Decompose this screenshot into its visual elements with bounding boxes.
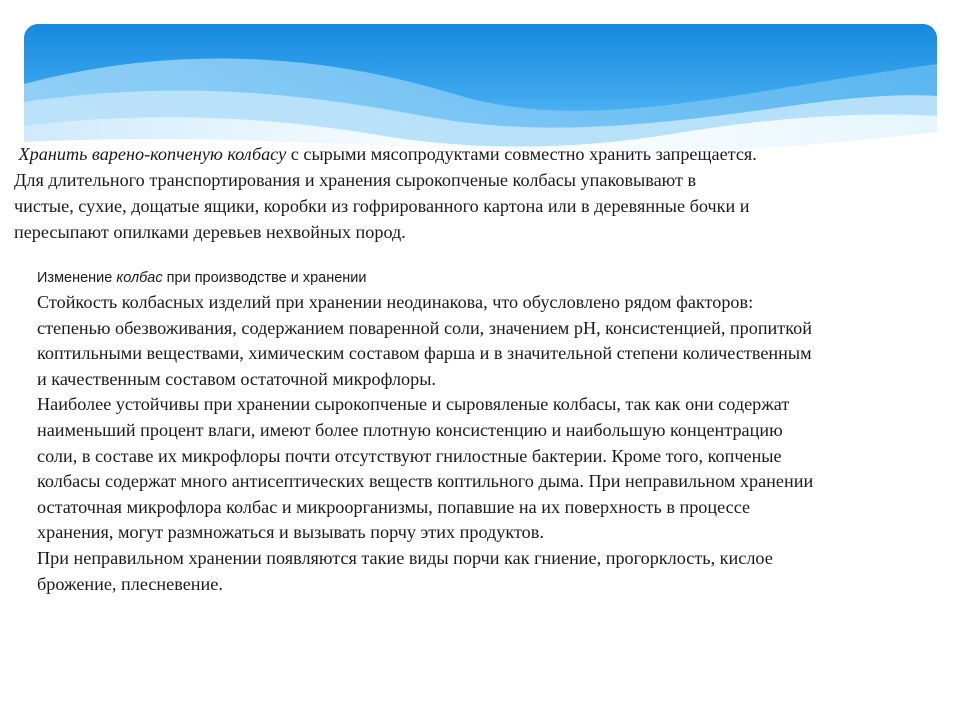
body-line: степенью обезвоживания, содержанием поваренной соли, значением рН, консистенцией, пропиткой xyxy=(37,317,812,338)
body-line: хранения, могут размножаться и вызывать порчу этих продуктов. xyxy=(37,522,544,543)
heading-italic: колбас xyxy=(116,270,163,286)
body-line: Стойкость колбасных изделий при хранении неодинакова, что обусловлено рядом факторов: xyxy=(37,292,754,312)
body-line: Наиболее устойчивы при хранении сырокопченые и сыровяленые колбасы, так как они содержат xyxy=(37,394,790,415)
heading-part1: Изменение xyxy=(37,270,117,286)
heading-part2: при производстве и хранении xyxy=(162,270,367,286)
intro-line: чистые, сухие, дощатые ящики, коробки из гофрированного картона или в деревянные бочки и xyxy=(14,196,750,216)
body-line: остаточная микрофлора колбас и микроорганизмы, попавшие на их поверхность в процессе xyxy=(37,496,751,517)
body-line: и качественным составом остаточной микрофлоры. xyxy=(37,368,436,389)
intro-line: Для длительного транспортирования и хранения сырокопченые колбасы упаковывают в xyxy=(14,170,697,190)
wave-graphic xyxy=(24,24,937,156)
intro-first-line xyxy=(14,141,914,167)
body-line: наименьший процент влаги, имеют более плотную консистенцию и наибольшую концентрацию xyxy=(37,419,783,440)
intro-lead-rest: с сырыми мясопродуктами совместно хранить запрещается. xyxy=(286,144,757,164)
section-heading xyxy=(37,268,949,288)
intro-paragraph xyxy=(14,141,914,245)
body-line: При неправильном хранении появляются такие виды порчи как гниение, прогорклость, кислое xyxy=(37,547,773,568)
body-line: колбасы содержат много антисептических веществ коптильного дыма. При неправильном хранении xyxy=(37,471,814,492)
body-line: брожение, плесневение. xyxy=(37,573,223,594)
storage-changes-section xyxy=(37,268,949,597)
intro-italic-lead: Хранить варено-копченую колбасу xyxy=(18,144,287,164)
intro-line: пересыпают опилками деревьев нехвойных пород. xyxy=(14,222,406,242)
body-line: коптильными веществами, химическим составом фарша и в значительной степени количественным xyxy=(37,343,812,364)
header-wave-banner xyxy=(24,24,937,156)
body-line: соли, в составе их микрофлоры почти отсутствуют гнилостные бактерии. Кроме того, копченые xyxy=(37,445,782,466)
section-body xyxy=(37,290,949,597)
